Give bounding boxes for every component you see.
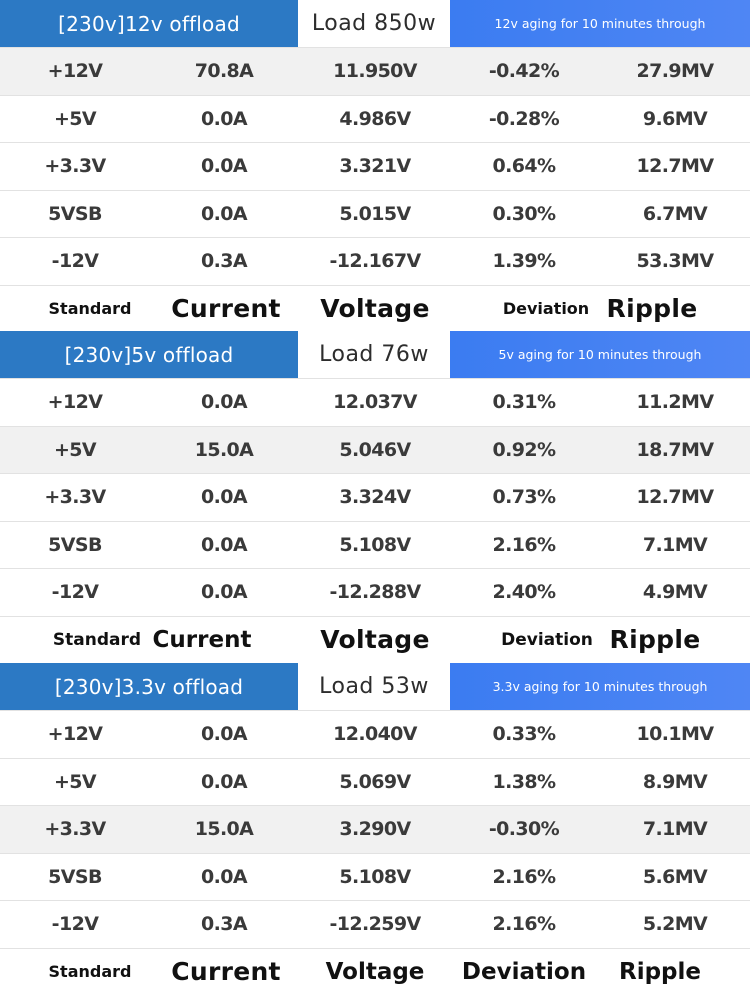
table-row bbox=[0, 710, 750, 758]
ripple-value: 5.6MV bbox=[642, 865, 708, 888]
deviation-value: 0.64% bbox=[492, 155, 556, 178]
legend-voltage: Voltage bbox=[320, 625, 430, 654]
voltage-value: 5.108V bbox=[339, 865, 411, 888]
column-legend bbox=[0, 285, 750, 332]
section-header bbox=[0, 663, 750, 710]
table-row bbox=[0, 237, 750, 285]
current-value: 15.0A bbox=[194, 438, 254, 461]
voltage-value: 3.324V bbox=[339, 486, 411, 509]
rail-label: +12V bbox=[47, 60, 103, 83]
legend-ripple: Ripple bbox=[618, 958, 702, 985]
table-row bbox=[0, 900, 750, 948]
rail-label: +3.3V bbox=[44, 155, 106, 178]
deviation-value: 0.73% bbox=[492, 486, 556, 509]
deviation-value: 2.16% bbox=[492, 913, 556, 936]
section-header bbox=[0, 0, 750, 47]
rail-label: -12V bbox=[51, 913, 99, 936]
section-load: Load 53w bbox=[298, 663, 450, 710]
rail-label: 5VSB bbox=[48, 533, 102, 556]
deviation-value: 0.92% bbox=[492, 438, 556, 461]
voltage-value: 5.069V bbox=[339, 770, 411, 793]
ripple-value: 9.6MV bbox=[642, 107, 708, 130]
voltage-value: 11.950V bbox=[333, 60, 417, 83]
current-value: 0.0A bbox=[201, 770, 247, 793]
section-title: [230v]12v offload bbox=[0, 0, 298, 47]
legend-current: Current bbox=[152, 626, 252, 653]
rail-label: -12V bbox=[51, 581, 99, 604]
ripple-value: 27.9MV bbox=[636, 60, 714, 83]
current-value: 15.0A bbox=[194, 818, 254, 841]
current-value: 0.0A bbox=[201, 486, 247, 509]
table-row bbox=[0, 521, 750, 569]
table-row bbox=[0, 568, 750, 616]
table-row bbox=[0, 95, 750, 143]
section-5v-offload bbox=[0, 331, 750, 663]
voltage-value: 3.321V bbox=[339, 155, 411, 178]
ripple-value: 12.7MV bbox=[636, 155, 714, 178]
column-legend bbox=[0, 616, 750, 663]
deviation-value: -0.30% bbox=[488, 818, 560, 841]
current-value: 0.3A bbox=[201, 913, 247, 936]
deviation-value: 1.39% bbox=[492, 250, 556, 273]
section-12v-offload bbox=[0, 0, 750, 332]
ripple-value: 11.2MV bbox=[636, 391, 714, 414]
table-row bbox=[0, 47, 750, 95]
legend-voltage: Voltage bbox=[320, 294, 430, 323]
voltage-value: -12.288V bbox=[329, 581, 421, 604]
ripple-value: 8.9MV bbox=[642, 770, 708, 793]
ripple-value: 53.3MV bbox=[636, 250, 714, 273]
deviation-value: -0.42% bbox=[488, 60, 560, 83]
ripple-value: 10.1MV bbox=[636, 723, 714, 746]
section-title: [230v]5v offload bbox=[0, 331, 298, 378]
table-row bbox=[0, 758, 750, 806]
legend-standard: Standard bbox=[52, 629, 142, 650]
section-load: Load 850w bbox=[298, 0, 450, 47]
current-value: 0.0A bbox=[201, 723, 247, 746]
ripple-value: 12.7MV bbox=[636, 486, 714, 509]
section-header bbox=[0, 331, 750, 378]
table-row bbox=[0, 853, 750, 901]
rail-label: +12V bbox=[47, 391, 103, 414]
rail-label: +5V bbox=[53, 438, 97, 461]
deviation-value: -0.28% bbox=[488, 107, 560, 130]
table-row bbox=[0, 190, 750, 238]
table-row bbox=[0, 473, 750, 521]
legend-standard: Standard bbox=[48, 962, 132, 981]
current-value: 0.0A bbox=[201, 155, 247, 178]
rail-label: +5V bbox=[53, 107, 97, 130]
legend-current: Current bbox=[171, 294, 281, 323]
voltage-value: 5.046V bbox=[339, 438, 411, 461]
current-value: 0.0A bbox=[201, 391, 247, 414]
voltage-value: 5.015V bbox=[339, 202, 411, 225]
legend-voltage: Voltage bbox=[325, 958, 425, 985]
legend-ripple: Ripple bbox=[609, 625, 701, 654]
voltage-value: 3.290V bbox=[339, 818, 411, 841]
voltage-value: -12.259V bbox=[329, 913, 421, 936]
current-value: 0.0A bbox=[201, 202, 247, 225]
ripple-value: 4.9MV bbox=[642, 581, 708, 604]
deviation-value: 0.33% bbox=[492, 723, 556, 746]
section-load: Load 76w bbox=[298, 331, 450, 378]
deviation-value: 0.30% bbox=[492, 202, 556, 225]
rail-label: +3.3V bbox=[44, 818, 106, 841]
table-row bbox=[0, 142, 750, 190]
rail-label: +5V bbox=[53, 770, 97, 793]
column-legend bbox=[0, 948, 750, 985]
legend-ripple: Ripple bbox=[606, 294, 698, 323]
section-title: [230v]3.3v offload bbox=[0, 663, 298, 710]
table-row bbox=[0, 378, 750, 426]
voltage-value: 12.037V bbox=[333, 391, 417, 414]
table-row bbox=[0, 805, 750, 853]
current-value: 0.0A bbox=[201, 533, 247, 556]
ripple-value: 18.7MV bbox=[636, 438, 714, 461]
section-note: 12v aging for 10 minutes through bbox=[450, 0, 750, 47]
deviation-value: 0.31% bbox=[492, 391, 556, 414]
legend-deviation: Deviation bbox=[501, 629, 593, 650]
current-value: 0.0A bbox=[201, 107, 247, 130]
rail-label: 5VSB bbox=[48, 865, 102, 888]
voltage-value: -12.167V bbox=[329, 250, 421, 273]
rail-label: +3.3V bbox=[44, 486, 106, 509]
voltage-value: 5.108V bbox=[339, 533, 411, 556]
section-note: 3.3v aging for 10 minutes through bbox=[450, 663, 750, 710]
current-value: 70.8A bbox=[194, 60, 254, 83]
legend-deviation: Deviation bbox=[502, 299, 590, 318]
current-value: 0.0A bbox=[201, 865, 247, 888]
voltage-value: 4.986V bbox=[339, 107, 411, 130]
legend-standard: Standard bbox=[48, 299, 132, 318]
ripple-value: 7.1MV bbox=[642, 818, 708, 841]
rail-label: 5VSB bbox=[48, 202, 102, 225]
deviation-value: 2.16% bbox=[492, 865, 556, 888]
current-value: 0.0A bbox=[201, 581, 247, 604]
current-value: 0.3A bbox=[201, 250, 247, 273]
section-3v3-offload bbox=[0, 663, 750, 985]
table-row bbox=[0, 426, 750, 474]
deviation-value: 1.38% bbox=[492, 770, 556, 793]
ripple-value: 6.7MV bbox=[642, 202, 708, 225]
rail-label: -12V bbox=[51, 250, 99, 273]
rail-label: +12V bbox=[47, 723, 103, 746]
ripple-value: 5.2MV bbox=[642, 913, 708, 936]
voltage-value: 12.040V bbox=[333, 723, 417, 746]
deviation-value: 2.40% bbox=[492, 581, 556, 604]
section-note: 5v aging for 10 minutes through bbox=[450, 331, 750, 378]
ripple-value: 7.1MV bbox=[642, 533, 708, 556]
legend-current: Current bbox=[171, 957, 281, 985]
legend-deviation: Deviation bbox=[461, 958, 587, 985]
deviation-value: 2.16% bbox=[492, 533, 556, 556]
